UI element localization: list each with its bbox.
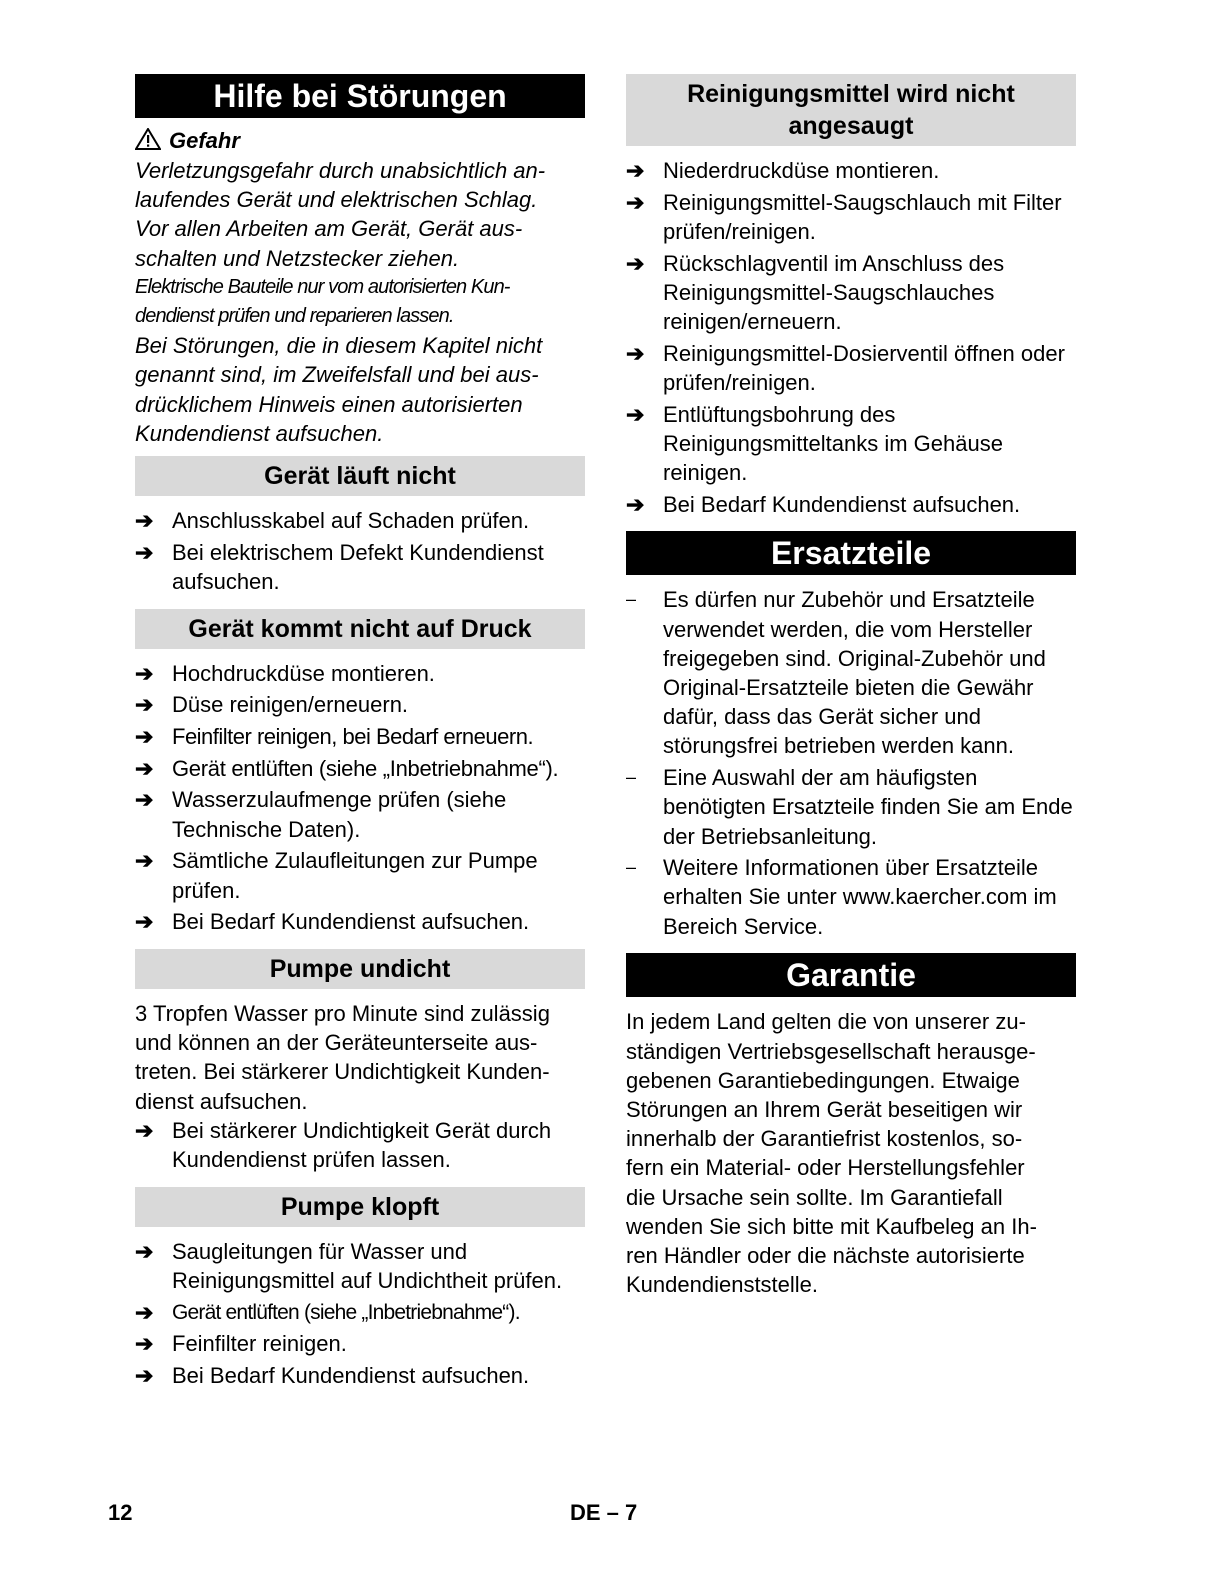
warranty-text: In jedem Land gelten die von unserer zu- ständigen Vertriebsgesellschaft herausge- gebenen Garantiebedingungen. Etwaige Störungen an Ihrem Gerät beseitigen wir innerhalb der Garantiefrist kostenlos, so- fern ein Material- oder Herstellungsfehler die Ursache sein sollte. Im Garantiefall wenden Sie sich bitte mit Kaufbeleg an Ih- ren Händler oder die nächste autorisierte Kundendienststelle. [626, 1009, 1037, 1298]
section-title-troubleshooting: Hilfe bei Störungen [135, 74, 585, 118]
section-heading-pump-leaking: Pumpe undicht [135, 949, 585, 989]
danger-line: Verletzungsgefahr durch unabsichtlich an- [135, 158, 546, 183]
danger-line: Vor allen Arbeiten am Gerät, Gerät aus- [135, 216, 523, 242]
list-item: ➔ Rückschlagventil im Anschluss des Reinigungsmittel-Saugschlauches reinigen/erneuern. [626, 250, 1005, 335]
list-item: ➔ Reinigungsmittel-Saugschlauch mit Filter prüfen/reinigen. [626, 189, 1062, 244]
danger-line: genannt sind, im Zweifelsfall und bei aus- [135, 362, 539, 388]
list-item: ➔ Bei stärkerer Undichtigkeit Gerät durch Kundendienst prüfen lassen. [135, 1117, 552, 1172]
right-column [626, 74, 1076, 1299]
arrow-icon: ➔ [135, 724, 153, 750]
section-heading-device-not-running: Gerät läuft nicht [135, 456, 585, 496]
danger-line: laufendes Gerät und elektrischen Schlag. [135, 187, 538, 213]
language-page-label: DE – 7 [570, 1500, 638, 1525]
danger-line: Bei Störungen, die in diesem Kapitel nicht [135, 333, 543, 359]
danger-line: drücklichem Hinweis einen autorisierten [135, 391, 523, 417]
list-item: ➔ Feinfilter reinigen. [135, 1329, 585, 1358]
dash-marker: – [626, 767, 637, 788]
arrow-icon: ➔ [135, 692, 154, 718]
arrow-icon: ➔ [135, 1238, 154, 1264]
arrow-icon: ➔ [626, 340, 645, 366]
list-item: – Eine Auswahl der am häufigsten benötigten Ersatzteile finden Sie am Ende der Betriebsanleitung. [626, 765, 1073, 849]
list-device-not-running [135, 506, 585, 596]
section-heading-pump-knocking: Pumpe klopft [135, 1187, 585, 1227]
list-item: ➔ Gerät entlüften (siehe „Inbetriebnahme“). [135, 754, 585, 783]
arrow-icon: ➔ [135, 1363, 154, 1388]
list-item: ➔ Saugleitungen für Wasser und Reinigungsmittel auf Undichtheit prüfen. [135, 1238, 563, 1293]
list-item: ➔ Hochdruckdüse montieren. [135, 659, 585, 688]
danger-line: dendienst prüfen und reparieren lassen. [135, 305, 454, 328]
list-item: – Es dürfen nur Zubehör und Ersatzteile verwendet werden, die vom Hersteller freigegeben sind. Original-Zubehör und Original-Ersatzteile bieten die Gewähr dafür, dass das Gerät sicher und störungsfrei betrieben werden kann. [626, 587, 1046, 759]
dash-marker: – [626, 589, 637, 610]
list-pump-knocking [135, 1237, 585, 1391]
list-detergent [626, 156, 1076, 519]
list-no-pressure [135, 659, 585, 937]
list-item: ➔ Entlüftungsbohrung des Reinigungsmitteltanks im Gehäuse reinigen. [626, 401, 1003, 486]
arrow-icon: ➔ [135, 848, 154, 874]
arrow-icon: ➔ [626, 401, 645, 427]
list-item: ➔ Reinigungsmittel-Dosierventil öffnen oder prüfen/reinigen. [626, 340, 1065, 395]
arrow-icon: ➔ [135, 1299, 153, 1325]
list-item: ➔ Bei Bedarf Kundendienst aufsuchen. [626, 490, 1076, 519]
list-item: ➔ Düse reinigen/erneuern. [135, 690, 585, 719]
list-item: ➔ Bei Bedarf Kundendienst aufsuchen. [135, 907, 585, 936]
list-item: ➔ Bei Bedarf Kundendienst aufsuchen. [135, 1361, 585, 1390]
list-item: ➔ Feinfilter reinigen, bei Bedarf erneuern. [135, 722, 585, 751]
danger-line: Elektrische Bauteile nur vom autorisierten Kun- [135, 275, 510, 298]
arrow-icon: ➔ [135, 1117, 154, 1143]
section-heading-detergent-not-sucked: Reinigungsmittel wird nicht angesaugt [626, 74, 1076, 146]
list-item: ➔ Sämtliche Zulaufleitungen zur Pumpe prüfen. [135, 848, 538, 903]
section-title-spare-parts: Ersatzteile [626, 531, 1076, 575]
arrow-icon: ➔ [135, 508, 154, 534]
pump-leaking-text: 3 Tropfen Wasser pro Minute sind zulässig und können an der Geräteunterseite aus- treten. Bei stärkerer Undichtigkeit Kunden- dienst aufsuchen. [135, 1000, 550, 1114]
arrow-icon: ➔ [135, 660, 154, 686]
list-item: ➔ Anschlusskabel auf Schaden prüfen. [135, 506, 585, 535]
list-item: ➔ Bei elektrischem Defekt Kundendienst aufsuchen. [135, 539, 544, 594]
arrow-icon: ➔ [135, 787, 154, 813]
list-pump-leaking [135, 1116, 585, 1174]
arrow-icon: ➔ [135, 755, 154, 781]
danger-line: schalten und Netzstecker ziehen. [135, 245, 460, 271]
section-title-warranty: Garantie [626, 953, 1076, 997]
arrow-icon: ➔ [135, 909, 154, 935]
arrow-icon: ➔ [135, 1331, 154, 1357]
danger-title: Gefahr [169, 128, 240, 153]
danger-notice [135, 126, 585, 448]
arrow-icon: ➔ [626, 158, 645, 183]
list-item: ➔ Wasserzulaufmenge prüfen (siehe Technische Daten). [135, 787, 507, 842]
danger-line: Kundendienst aufsuchen. [135, 420, 384, 446]
list-item: ➔ Niederdruckdüse montieren. [626, 156, 1076, 185]
dash-marker: – [626, 857, 637, 878]
arrow-icon: ➔ [135, 539, 154, 565]
page-number: 12 [108, 1500, 133, 1525]
arrow-icon: ➔ [626, 491, 645, 517]
list-spare-parts [626, 585, 1076, 940]
left-column [135, 74, 585, 1393]
arrow-icon: ➔ [626, 189, 645, 215]
section-heading-no-pressure: Gerät kommt nicht auf Druck [135, 609, 585, 649]
list-item: – Weitere Informationen über Ersatzteile erhalten Sie unter www.kaercher.com im Bereich Service. [626, 855, 1057, 939]
warning-triangle-icon [135, 128, 161, 150]
list-item: ➔ Gerät entlüften (siehe „Inbetriebnahme“). [135, 1298, 585, 1327]
arrow-icon: ➔ [626, 250, 645, 276]
